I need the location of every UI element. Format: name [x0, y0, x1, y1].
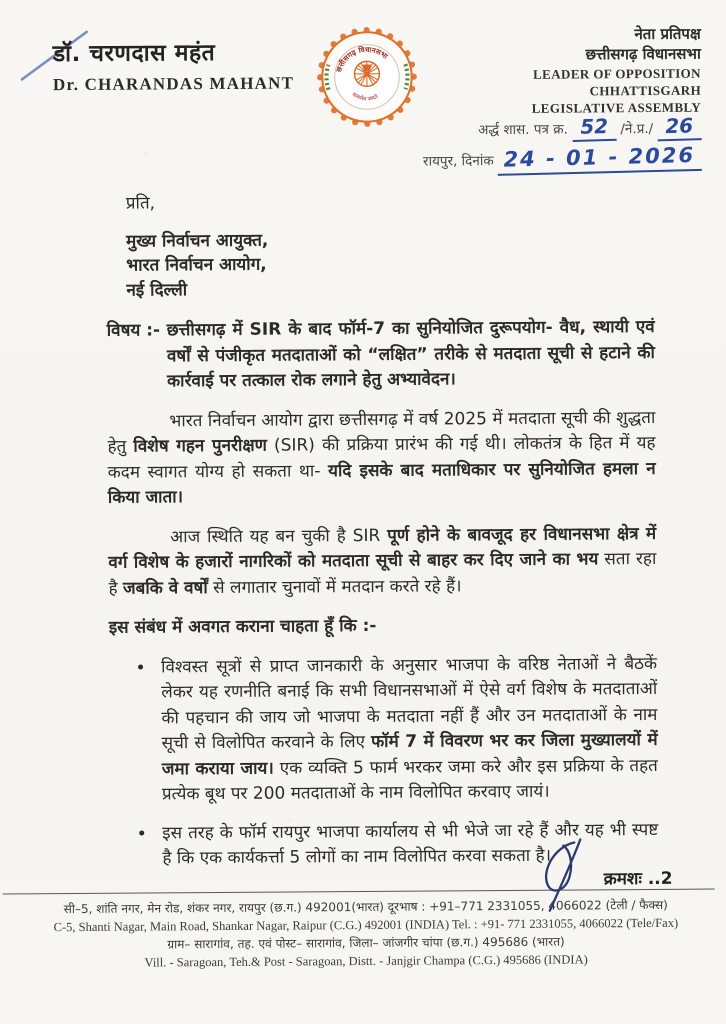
sender-name-english: Dr. CHARANDAS MAHANT — [52, 73, 295, 95]
text-segment: जबकि वे वर्षों — [122, 578, 208, 599]
designation-hindi-2: छत्तीसगढ़ विधानसभा — [585, 44, 701, 64]
text-segment: यदि इसके बाद मताधिकार पर सुनियोजित हमला न किया जाता। — [107, 458, 656, 509]
place-date-label: रायपुर, दिनांक — [422, 153, 494, 170]
subject-label: विषय :- — [106, 320, 161, 342]
text-segment: सता रहा है — [108, 549, 657, 599]
designation-hindi-1: नेता प्रतिपक्ष — [634, 24, 701, 44]
designation-english-1: LEADER OF OPPOSITION — [533, 65, 701, 82]
reference-block — [423, 114, 702, 175]
addressee-line: मुख्य निर्वाचन आयुक्त, — [126, 230, 269, 252]
text-segment: पूर्ण होने के बावजूद हर विधानसभा क्षेत्र में वर्ग विशेष के हजारों नागरिकों को मतदाता सूची से बाहर कर दिए जाने का भय — [108, 523, 657, 574]
text-segment: इस तरह के फॉर्म रायपुर भाजपा कार्यालय से भी भेजे जा रहे हैं और यह भी स्पष्ट है कि एक कार्यकर्त्ता 5 लोगों का नाम विलोपित करवा सकता है। — [162, 819, 659, 869]
lead-in-line: इस संबंध में अवगत कराना चाहता हूँ कि :- — [108, 616, 377, 639]
subject-row — [107, 315, 656, 395]
footer-divider — [3, 889, 715, 895]
salutation: प्रति, — [125, 193, 156, 214]
text-segment: विशेष गहन पुनरीक्षण — [133, 436, 267, 458]
text-segment: से लगातार चुनावों में मतदान करते रहे हैं। — [207, 576, 462, 599]
footer-address-line: C-5, Shanti Nagar, Main Road, Shankar Nagar, Raipur (C.G.) 492001 (INDIA) Tel. : +91- 771 2331055, 4066022 (Tele/Fax) — [53, 916, 679, 935]
reference-number-handwritten: 52 — [572, 114, 617, 142]
text-segment: आज स्थिति यह बन चुकी है SIR — [170, 525, 388, 548]
text-segment: विश्वस्त सूत्रों से प्राप्त जानकारी के अनुसार भाजपा के वरिष्ठ नेताओं ने बैठकें लेकर यह रणनीति बनाई कि सभी विधानसभाओं में ऐसे वर्ग विशेष के मतदाताओं की पहचान की जाय जो भाजपा के मतदाता नहीं हैं और उन मतदाताओं के नाम सूची से विलोपित करवाने के लिए — [161, 653, 658, 754]
sender-name-hindi: डॉ. चरणदास महंत — [52, 40, 216, 68]
reference-year-handwritten: 26 — [657, 113, 702, 141]
text-segment: (SIR) की प्रक्रिया प्रारंभ की गई थी। लोकतंत्र के हित में यह कदम स्वागत योग्य हो सकता था- — [107, 433, 656, 483]
letterhead-designation-block — [531, 24, 701, 117]
seal-arc-text-top: छत्तीसगढ़ विधानसभा — [334, 44, 390, 74]
paragraph — [107, 406, 656, 512]
footer-address-block — [3, 896, 726, 972]
date-handwritten: 24 - 01 - 2026 — [498, 143, 702, 176]
letterhead-name-block — [53, 34, 294, 95]
addressee-lines — [126, 225, 655, 303]
reference-label: अर्द्ध शास. पत्र क्र. — [477, 121, 568, 139]
date-line — [423, 145, 702, 175]
paragraph — [108, 522, 657, 602]
designation-english-3: LEGISLATIVE ASSEMBLY — [531, 99, 702, 116]
footer-address-line: Vill. - Saragoan, Teh.& Post - Saragoan, Distt. - Janjgir Champa (C.G.) 495686 (INDIA) — [144, 952, 588, 970]
assembly-seal-icon — [315, 24, 420, 131]
designation-english-2: CHHATTISGARH — [589, 82, 702, 99]
footer-address-line: ग्राम– सारागांव, तह. एवं पोस्ट– सारागांव, जिला– जांजगीर चांपा (छ.ग.) 495686 (भारत) — [167, 934, 565, 951]
seal-arc-text-bottom: सत्यमेव जयते — [350, 91, 380, 103]
reference-middle-label: /ने.प्र./ — [620, 120, 654, 138]
addressee-line: भारत निर्वाचन आयोग, — [126, 254, 267, 276]
chakra-emblem — [354, 61, 379, 86]
bullet-item — [155, 652, 658, 809]
signature-mark — [534, 836, 597, 914]
body-paragraphs — [107, 406, 656, 602]
footer-address-line: सी–5, शांति नगर, मेन रोड, शंकर नगर, रायपुर (छ.ग.) 492001(भारत) दूरभाष : +91–771 2331055, 4066022 (टेली / फैक्स) — [63, 897, 668, 917]
subject-text: छत्तीसगढ़ में SIR के बाद फॉर्म-7 का सुनियोजित दुरूपयोग- वैध, स्थायी एवं वर्षों से पंजीकृत मतदाताओं को “लक्षित” तरीके से मतदाता सूची से हटाने की कार्रवाई पर तत्काल रोक लगाने हेतु अभ्यावेदन। — [166, 317, 655, 392]
letter-body — [106, 188, 659, 886]
text-segment: एक व्यक्ति 5 फार्म भरकर जमा करे और इस प्रक्रिया के तहत प्रत्येक बूथ पर 200 मतदाताओं के नाम विलोपित करवाए जायं। — [161, 755, 658, 805]
text-segment: फॉर्म 7 में विवरण भर कर जिला मुख्यालयों में जमा कराया जाय। — [161, 730, 658, 780]
addressee-line: नई दिल्ली — [126, 280, 188, 301]
reference-number-line — [423, 114, 702, 143]
continuation-marker: क्रमशः ..2 — [603, 868, 673, 890]
text-segment: भारत निर्वाचन आयोग द्वारा छत्तीसगढ़ में वर्ष 2025 में मतदाता सूची की शुद्धता हेतु — [107, 407, 656, 458]
